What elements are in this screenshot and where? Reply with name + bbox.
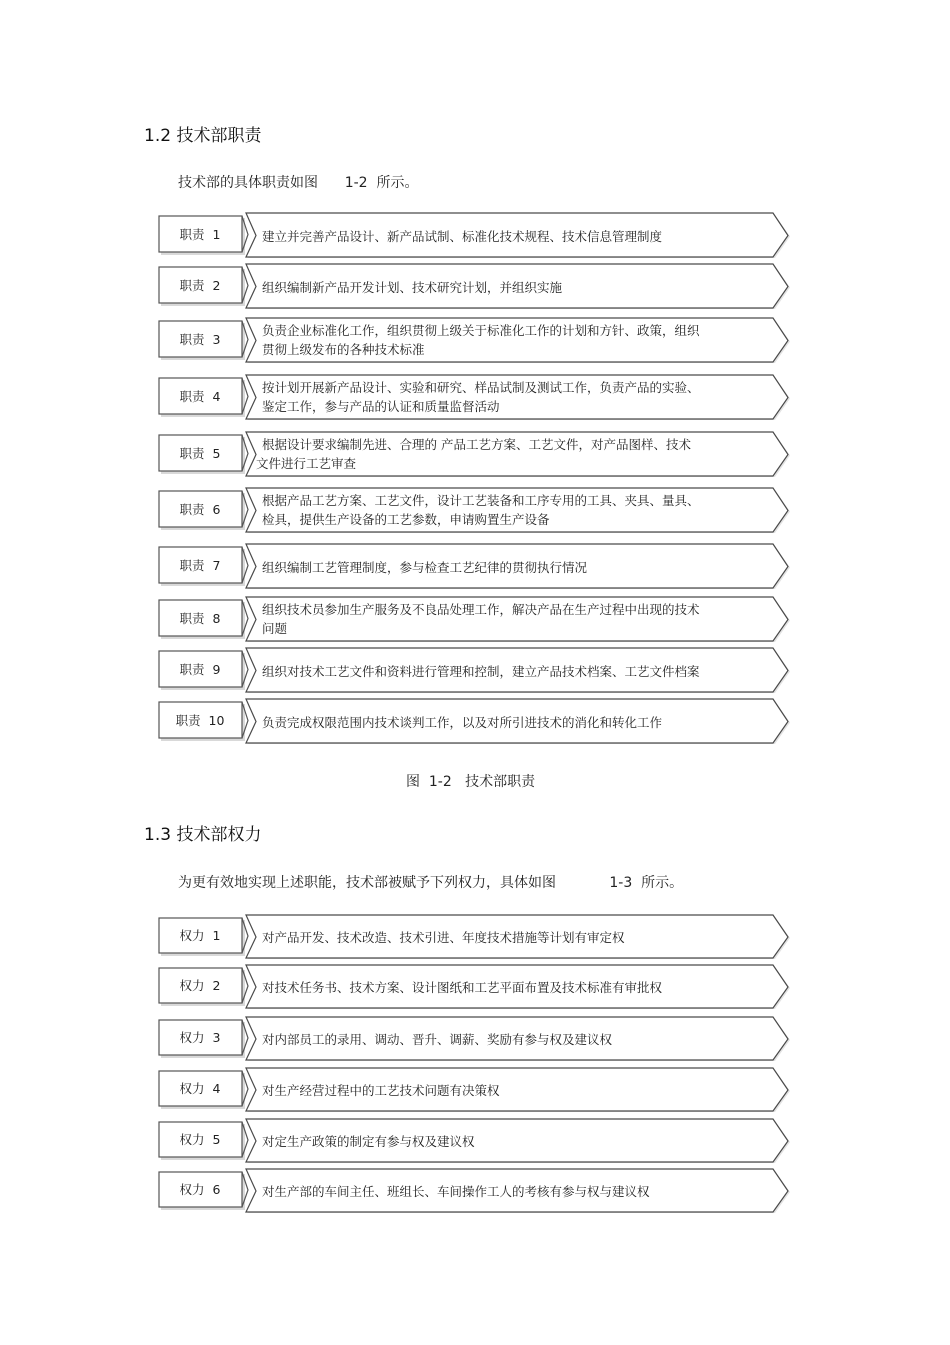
duties-intro: 技术部的具体职责如图 1-2 所示。 (178, 175, 419, 191)
duty-description-line: 组织对技术工艺文件和资料进行管理和控制，建立产品技术档案、工艺文件档案 (262, 663, 700, 679)
duty-label: 职责 6 (179, 501, 221, 517)
duty-label: 职责 8 (179, 610, 221, 626)
power-label: 权力 6 (179, 1182, 221, 1197)
power-row (158, 1068, 792, 1112)
power-row (158, 1017, 792, 1061)
duty-description-line: 问题 (262, 620, 288, 636)
duty-description-line: 检具，提供生产设备的工艺参数，申请购置生产设备 (262, 511, 550, 527)
power-label: 权力 4 (179, 1081, 221, 1096)
duty-description (262, 227, 752, 246)
power-description (262, 928, 752, 947)
power-row (158, 1169, 792, 1213)
duty-row (158, 597, 792, 642)
power-row (158, 915, 792, 959)
duty-description-line: 根据产品工艺方案、工艺文件，设计工艺装备和工序专用的工具、夹具、量具、 (262, 492, 700, 508)
duty-description-line: 建立并完善产品设计、新产品试制、标准化技术规程、技术信息管理制度 (262, 228, 663, 244)
duty-row (158, 699, 792, 744)
duty-description-line: 组织编制工艺管理制度，参与检查工艺纪律的贯彻执行情况 (262, 559, 588, 575)
duty-label: 职责 5 (179, 445, 221, 461)
duty-description (262, 378, 752, 416)
duty-description (262, 662, 752, 681)
powers-intro: 为更有效地实现上述职能，技术部被赋予下列权力，具体如图 1-3 所示。 (178, 875, 684, 891)
duty-description (262, 713, 752, 732)
duty-row (158, 544, 792, 589)
power-description-line: 对生产经营过程中的工艺技术问题有决策权 (262, 1083, 500, 1098)
duty-row (158, 213, 792, 258)
power-description (262, 1081, 752, 1100)
power-description-line: 对定生产政策的制定有参与权及建议权 (262, 1134, 475, 1149)
duty-description (262, 558, 752, 577)
duty-row (158, 375, 792, 420)
duty-row (158, 648, 792, 693)
duty-label: 职责 1 (179, 226, 221, 242)
duty-description-line: 鉴定工作，参与产品的认证和质量监督活动 (262, 398, 500, 414)
section-heading-duties: 1.2 技术部职责 (144, 126, 262, 146)
duty-row (158, 488, 792, 533)
duty-description-line: 组织编制新产品开发计划、技术研究计划，并组织实施 (262, 279, 563, 295)
duty-description-line: 根据设计要求编制先进、合理的 产品工艺方案、工艺文件，对产品图样、技术 (262, 436, 691, 452)
power-description (262, 978, 752, 997)
power-label: 权力 1 (179, 928, 221, 943)
duty-label: 职责 3 (179, 331, 221, 347)
duty-description (262, 491, 752, 529)
duty-description-line: 组织技术员参加生产服务及不良品处理工作，解决产品在生产过程中出现的技术 (262, 601, 700, 617)
power-row (158, 1119, 792, 1163)
duty-label: 职责 10 (175, 712, 225, 728)
power-label: 权力 2 (179, 978, 221, 993)
power-row (158, 965, 792, 1009)
duty-description (262, 600, 752, 638)
duty-description-line: 负责完成权限范围内技术谈判工作，以及对所引进技术的消化和转化工作 (262, 714, 663, 730)
power-description-line: 对技术任务书、技术方案、设计图纸和工艺平面布置及技术标准有审批权 (262, 980, 663, 995)
power-description-line: 对产品开发、技术改造、技术引进、年度技术措施等计划有审定权 (262, 930, 625, 945)
duty-row (158, 264, 792, 309)
duty-description (256, 435, 752, 473)
duty-description-line: 负责企业标准化工作，组织贯彻上级关于标准化工作的计划和方针、政策，组织 (262, 322, 700, 338)
power-description (262, 1132, 752, 1151)
power-label: 权力 5 (179, 1132, 221, 1147)
duty-label: 职责 9 (179, 661, 221, 677)
duty-description-line: 贯彻上级发布的各种技术标准 (262, 341, 425, 357)
power-label: 权力 3 (179, 1030, 221, 1045)
power-description-line: 对内部员工的录用、调动、晋升、调薪、奖励有参与权及建议权 (262, 1032, 613, 1047)
duty-description (262, 278, 752, 297)
power-description (262, 1030, 752, 1049)
duty-description-line: 文件进行工艺审查 (256, 455, 357, 471)
duty-description (262, 321, 752, 359)
power-description (262, 1182, 752, 1201)
duty-description-line: 按计划开展新产品设计、实验和研究、样品试制及测试工作，负责产品的实验、 (262, 379, 700, 395)
section-heading-powers: 1.3 技术部权力 (144, 825, 262, 845)
duty-row (158, 318, 792, 363)
duty-label: 职责 4 (179, 388, 221, 404)
duty-label: 职责 2 (179, 277, 221, 293)
duty-label: 职责 7 (179, 557, 221, 573)
duty-row (158, 432, 792, 477)
power-description-line: 对生产部的车间主任、班组长、车间操作工人的考核有参与权与建议权 (262, 1184, 650, 1199)
figure-caption-duties: 图 1-2 技术部职责 (406, 774, 536, 790)
